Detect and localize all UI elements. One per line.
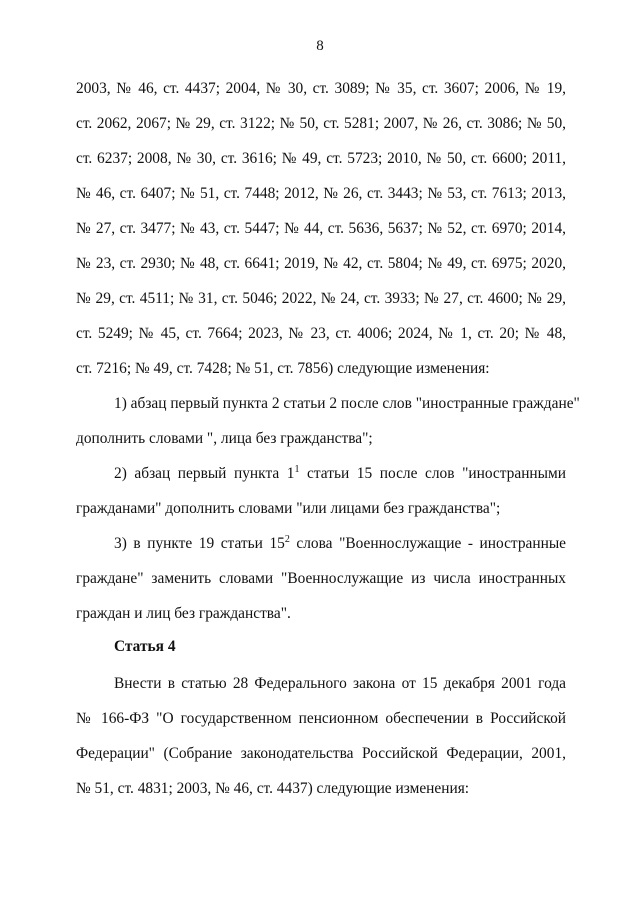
superscript-index: 1 xyxy=(294,464,300,475)
amendment-item-2-text: статьи 15 после слов "иностранными xyxy=(299,465,566,482)
article-4-line: Внести в статью 28 Федерального закона от 15 декабря 2001 года xyxy=(114,675,566,692)
article-4-line: Федерации" (Собрание законодательства Российской Федерации, 2001, xyxy=(76,745,566,762)
article-4-line: № 166-ФЗ "О государственном пенсионном обеспечении в Российской xyxy=(76,710,566,727)
law-reference-line: 2003, № 46, ст. 4437; 2004, № 30, ст. 3089; № 35, ст. 3607; 2006, № 19, xyxy=(76,80,566,97)
law-reference-line: ст. 5249; № 45, ст. 7664; 2023, № 23, ст. 4006; 2024, № 1, ст. 20; № 48, xyxy=(76,325,566,342)
law-reference-line: № 46, ст. 6407; № 51, ст. 7448; 2012, № 26, ст. 3443; № 53, ст. 7613; 2013, xyxy=(76,185,566,202)
law-reference-line: ст. 2062, 2067; № 29, ст. 3122; № 50, ст. 5281; 2007, № 26, ст. 3086; № 50, xyxy=(76,115,566,132)
amendment-item-2-text: 2) абзац первый пункта 1 xyxy=(114,465,295,482)
amendment-item-2-line xyxy=(114,465,566,483)
law-reference-line: № 29, ст. 4511; № 31, ст. 5046; 2022, № 24, ст. 3933; № 27, ст. 4600; № 29, xyxy=(76,290,566,307)
amendment-item-2-line: гражданами" дополнить словами "или лицами без гражданства"; xyxy=(76,500,501,517)
page-number: 8 xyxy=(316,38,324,54)
superscript-index: 2 xyxy=(284,534,290,545)
law-reference-line: ст. 6237; 2008, № 30, ст. 3616; № 49, ст. 5723; 2010, № 50, ст. 6600; 2011, xyxy=(76,150,566,167)
amendment-item-3-text: 3) в пункте 19 статьи 15 xyxy=(114,535,285,552)
amendment-item-3-line: граждан и лиц без гражданства". xyxy=(76,605,291,622)
amendment-item-1-line: 1) абзац первый пункта 2 статьи 2 после слов "иностранные граждане" xyxy=(114,395,580,412)
law-reference-line: № 27, ст. 3477; № 43, ст. 5447; № 44, ст. 5636, 5637; № 52, ст. 6970; 2014, xyxy=(76,220,566,237)
amendment-item-3-line xyxy=(114,535,566,553)
law-reference-line: № 23, ст. 2930; № 48, ст. 6641; 2019, № 42, ст. 5804; № 49, ст. 6975; 2020, xyxy=(76,255,566,272)
law-reference-line: ст. 7216; № 49, ст. 7428; № 51, ст. 7856) следующие изменения: xyxy=(76,360,490,377)
article-4-line: № 51, ст. 4831; 2003, № 46, ст. 4437) следующие изменения: xyxy=(76,780,470,797)
amendment-item-3-line: граждане" заменить словами "Военнослужащие из числа иностранных xyxy=(76,570,566,587)
amendment-item-1-line: дополнить словами ", лица без гражданства"; xyxy=(76,430,373,447)
article-heading: Статья 4 xyxy=(114,638,176,655)
amendment-item-3-text: слова "Военнослужащие - иностранные xyxy=(289,535,566,552)
